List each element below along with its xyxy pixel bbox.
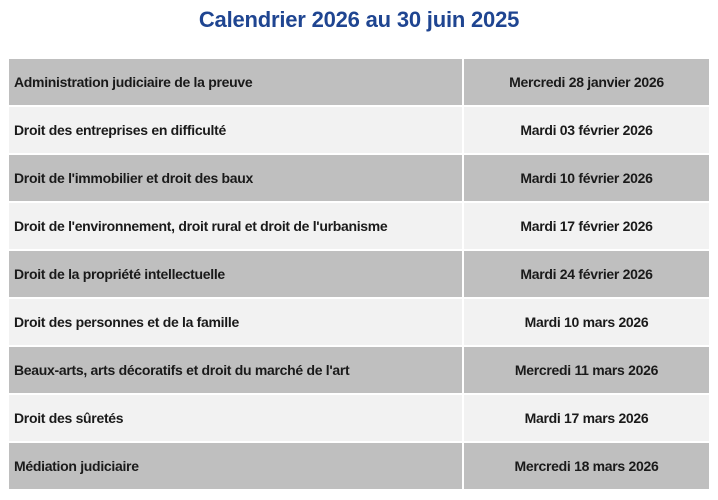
date-cell: Mardi 17 mars 2026 [524, 410, 649, 426]
date-cell: Mardi 03 février 2026 [520, 122, 653, 138]
date-cell: Mardi 10 mars 2026 [524, 314, 649, 330]
date-cell: Mardi 17 février 2026 [520, 218, 653, 234]
table-row [9, 395, 709, 443]
table-row [9, 203, 709, 251]
date-cell: Mercredi 28 janvier 2026 [509, 74, 664, 90]
subject-cell: Médiation judiciaire [14, 458, 139, 474]
page-title: Calendrier 2026 au 30 juin 2025 [198, 7, 520, 32]
subject-cell: Droit des entreprises en difficulté [14, 122, 226, 138]
table-row [9, 299, 709, 347]
subject-cell: Droit de l'environnement, droit rural et droit de l'urbanisme [14, 218, 388, 234]
date-cell: Mercredi 18 mars 2026 [514, 458, 659, 474]
subject-cell: Droit des sûretés [14, 410, 124, 426]
calendar-table [9, 59, 709, 491]
subject-cell: Droit de la propriété intellectuelle [14, 266, 225, 282]
table-row [9, 59, 709, 107]
table-row [9, 443, 709, 491]
date-cell: Mardi 24 février 2026 [520, 266, 653, 282]
date-cell: Mardi 10 février 2026 [520, 170, 653, 186]
table-row [9, 107, 709, 155]
table-row [9, 347, 709, 395]
subject-cell: Droit des personnes et de la famille [14, 314, 239, 330]
subject-cell: Administration judiciaire de la preuve [14, 74, 253, 90]
subject-cell: Droit de l'immobilier et droit des baux [14, 170, 254, 186]
table-row [9, 155, 709, 203]
subject-cell: Beaux-arts, arts décoratifs et droit du marché de l'art [14, 362, 350, 378]
table-row [9, 251, 709, 299]
date-cell: Mercredi 11 mars 2026 [514, 362, 659, 378]
